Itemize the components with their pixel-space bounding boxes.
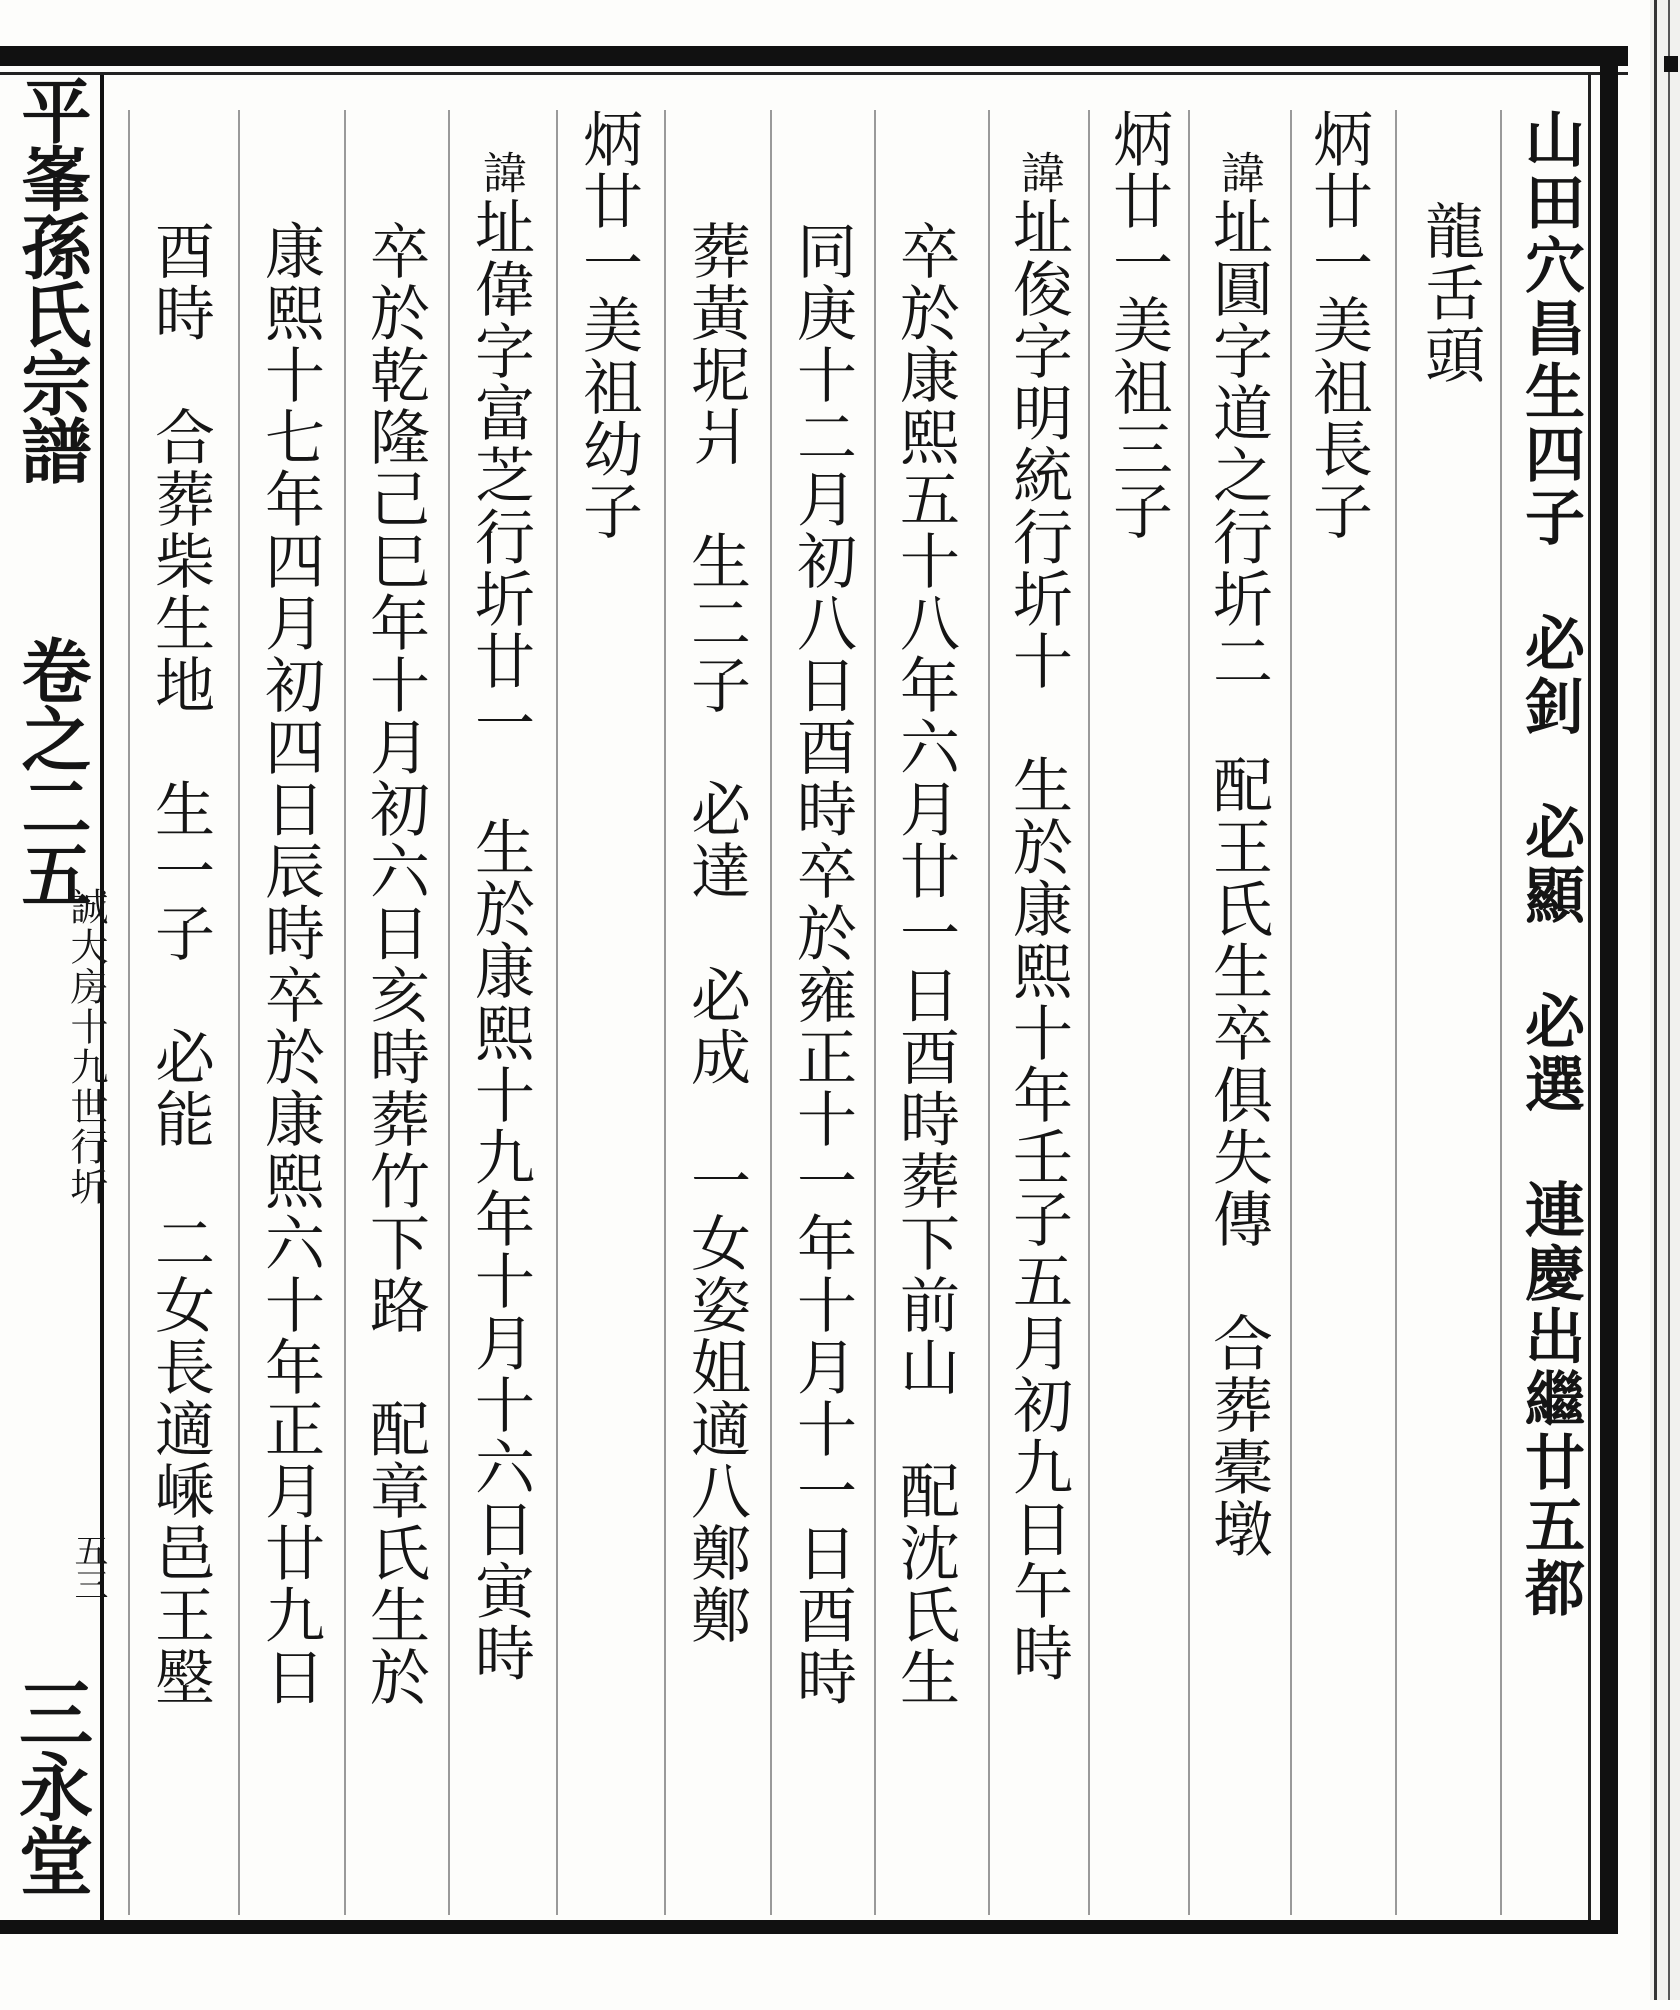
book-gutter: [0, 75, 108, 1920]
text-column-10: 炳廿一美祖幼子: [573, 108, 643, 542]
column-divider: [448, 110, 450, 1915]
text-column-2: 龍舌頭: [1415, 200, 1485, 386]
column-divider: [988, 110, 990, 1915]
text-column-9: 葬黃坭爿 生二子 必達 必成 一女姿姐適八鄭鄭: [681, 220, 751, 1646]
book-title: 平峯孫氏宗譜: [10, 75, 93, 483]
text-column-5: 炳廿一美祖三子: [1103, 108, 1173, 542]
right-border: [1600, 46, 1618, 1934]
text-column-14: 酉時 合葬柴生地 生一子 必能 二女長適嵊邑王壂: [145, 220, 215, 1708]
text-column-3: 炳廿一美祖長子: [1303, 108, 1373, 542]
volume-label: 卷之二五: [10, 635, 93, 907]
hall-name: 三永堂: [7, 1675, 93, 1897]
page-edge-line: [1654, 0, 1657, 2000]
column-divider: [344, 110, 346, 1915]
top-border: [0, 46, 1628, 66]
column-divider: [556, 110, 558, 1915]
column-divider: [128, 110, 130, 1915]
section-subtitle: 誠大房十九世行圻: [64, 887, 108, 1207]
column-divider: [1188, 110, 1190, 1915]
column-divider: [1290, 110, 1292, 1915]
column-divider: [1088, 110, 1090, 1915]
column-divider: [874, 110, 876, 1915]
column-divider: [770, 110, 772, 1915]
text-column-7: 卒於康熙五十八年六月廿一日酉時葬下前山 配沈氏生: [890, 220, 960, 1708]
text-column-8: 同庚十二月初八日酉時卒於雍正十一年十月十一日酉時: [787, 220, 857, 1708]
page-number: 五三: [68, 1533, 108, 1601]
text-column-13: 康熙十七年四月初四日辰時卒於康熙六十年正月廿九日: [255, 220, 325, 1708]
text-column-4: 諱址圓字道之行圻二 配王氏生卒俱失傳 合葬橐墩: [1203, 150, 1273, 1560]
text-column-1: 山田穴昌生四子 必釗 必顯 必選 連慶出繼廿五都: [1515, 108, 1585, 1620]
text-column-6: 諱址俊字明統行圻十 生於康熙十年壬子五月初九日午時: [1003, 150, 1073, 1684]
column-divider: [664, 110, 666, 1915]
top-inner-border: [0, 72, 1628, 75]
page-edge-mark: [1664, 56, 1678, 72]
column-divider: [238, 110, 240, 1915]
page-edge-line: [1668, 0, 1670, 2000]
text-column-12: 卒於乾隆己巳年十月初六日亥時葬竹下路 配章氏生於: [360, 220, 430, 1708]
text-column-11: 諱址偉字富芝行圻廿一 生於康熙十九年十月十六日寅時: [465, 150, 535, 1684]
column-divider: [1395, 110, 1397, 1915]
column-divider: [1500, 110, 1502, 1915]
